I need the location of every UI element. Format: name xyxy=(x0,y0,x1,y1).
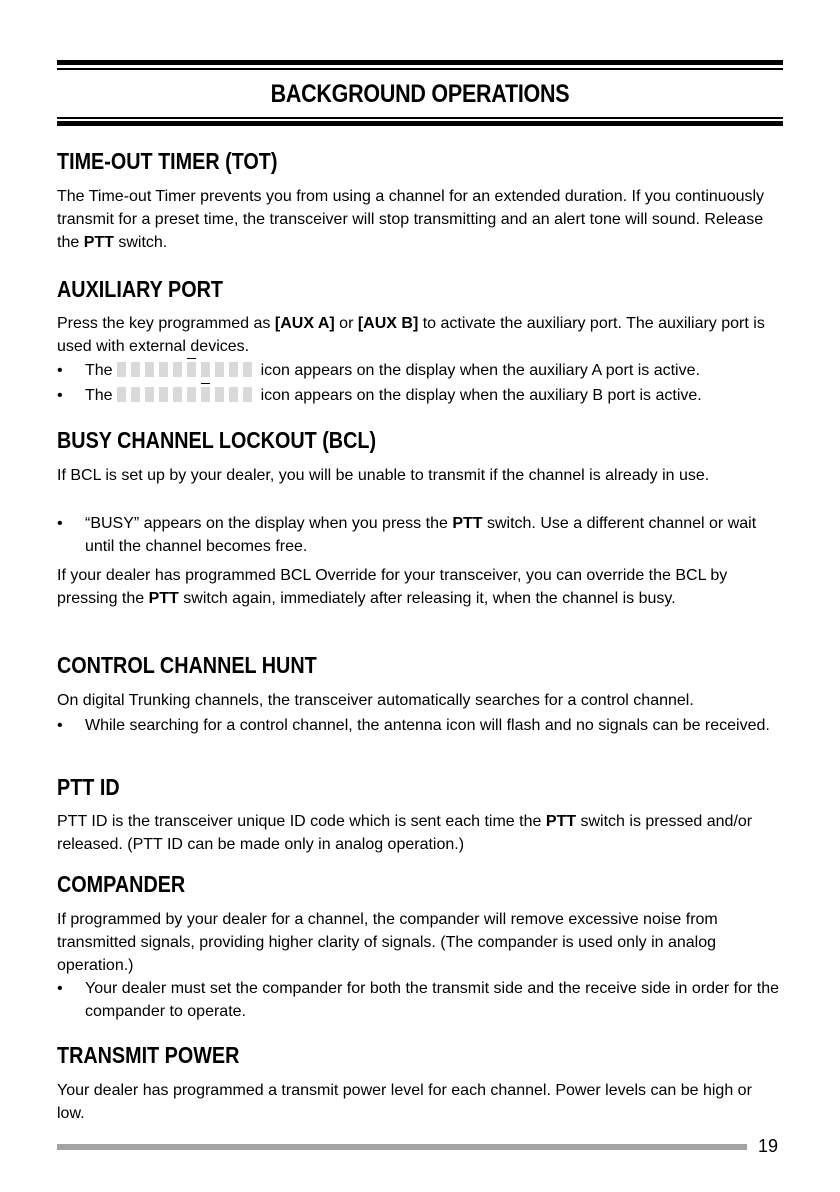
page-number: 19 xyxy=(758,1136,779,1156)
header-rule-thick xyxy=(57,60,783,65)
bcl-paragraph-1: If BCL is set up by your dealer, you will be unable to transmit if the channel is already in use. xyxy=(57,467,710,484)
header-rule-thin xyxy=(57,68,783,70)
pttid-paragraph: PTT ID is the transceiver unique ID code which is sent each time the PTT switch is pressed and/or released. (PTT ID can be made only in analog operation.) xyxy=(57,813,753,853)
section-title-aux: AUXILIARY PORT xyxy=(57,276,223,302)
aux-bullet-a: • The icon appears on the display when the auxiliary A port is active. xyxy=(57,359,783,382)
page-title: BACKGROUND OPERATIONS xyxy=(270,80,570,108)
section-title-bcl: BUSY CHANNEL LOCKOUT (BCL) xyxy=(57,427,377,453)
bullet-dot: • xyxy=(57,717,63,734)
section-title-tot: TIME-OUT TIMER (TOT) xyxy=(57,148,278,174)
bcl-bullet: • “BUSY” appears on the display when you press the PTT switch. Use a different channel or wait until the channel becomes free. xyxy=(57,512,783,558)
bullet-dot: • xyxy=(57,515,63,532)
bullet-dot: • xyxy=(57,387,63,404)
section-title-transmit-power: TRANSMIT POWER xyxy=(57,1042,240,1068)
header-rule-thick-lower xyxy=(57,121,783,126)
compander-bullet: • Your dealer must set the compander for both the transmit side and the receive side in order for the compander to operate. xyxy=(57,977,783,1023)
section-title-pttid: PTT ID xyxy=(57,774,120,800)
bcl-paragraph-2: If your dealer has programmed BCL Override for your transceiver, you can override the BCL by pressing the PTT switch again, immediately after releasing it, when the channel is busy. xyxy=(57,567,728,607)
compander-paragraph: If programmed by your dealer for a channel, the compander will remove excessive noise from transmitted signals, providing higher clarity of signals. (The compander is used only in analog operation.) xyxy=(57,911,718,974)
section-title-compander: COMPANDER xyxy=(57,871,186,897)
bullet-dot: • xyxy=(57,980,63,997)
bullet-dot: • xyxy=(57,362,63,379)
section-title-cch: CONTROL CHANNEL HUNT xyxy=(57,652,317,678)
aux-bullet-b: • The icon appears on the display when the auxiliary B port is active. xyxy=(57,384,783,407)
aux-a-lcd-icon xyxy=(117,362,257,377)
aux-b-lcd-icon xyxy=(117,387,257,402)
aux-paragraph: Press the key programmed as [AUX A] or [AUX B] to activate the auxiliary port. The auxiliary port is used with external devices. xyxy=(57,315,765,355)
header-rule-thin-lower xyxy=(57,117,783,119)
tot-paragraph: The Time-out Timer prevents you from using a channel for an extended duration. If you continuously transmit for a preset time, the transceiver will stop transmitting and an alert tone will sound. Release the PTT switch. xyxy=(57,188,765,251)
transmit-power-paragraph: Your dealer has programmed a transmit power level for each channel. Power levels can be high or low. xyxy=(57,1082,752,1122)
cch-paragraph: On digital Trunking channels, the transceiver automatically searches for a control channel. xyxy=(57,692,694,709)
footer-bar xyxy=(57,1144,747,1150)
cch-bullet: • While searching for a control channel, the antenna icon will flash and no signals can be received. xyxy=(57,714,783,737)
